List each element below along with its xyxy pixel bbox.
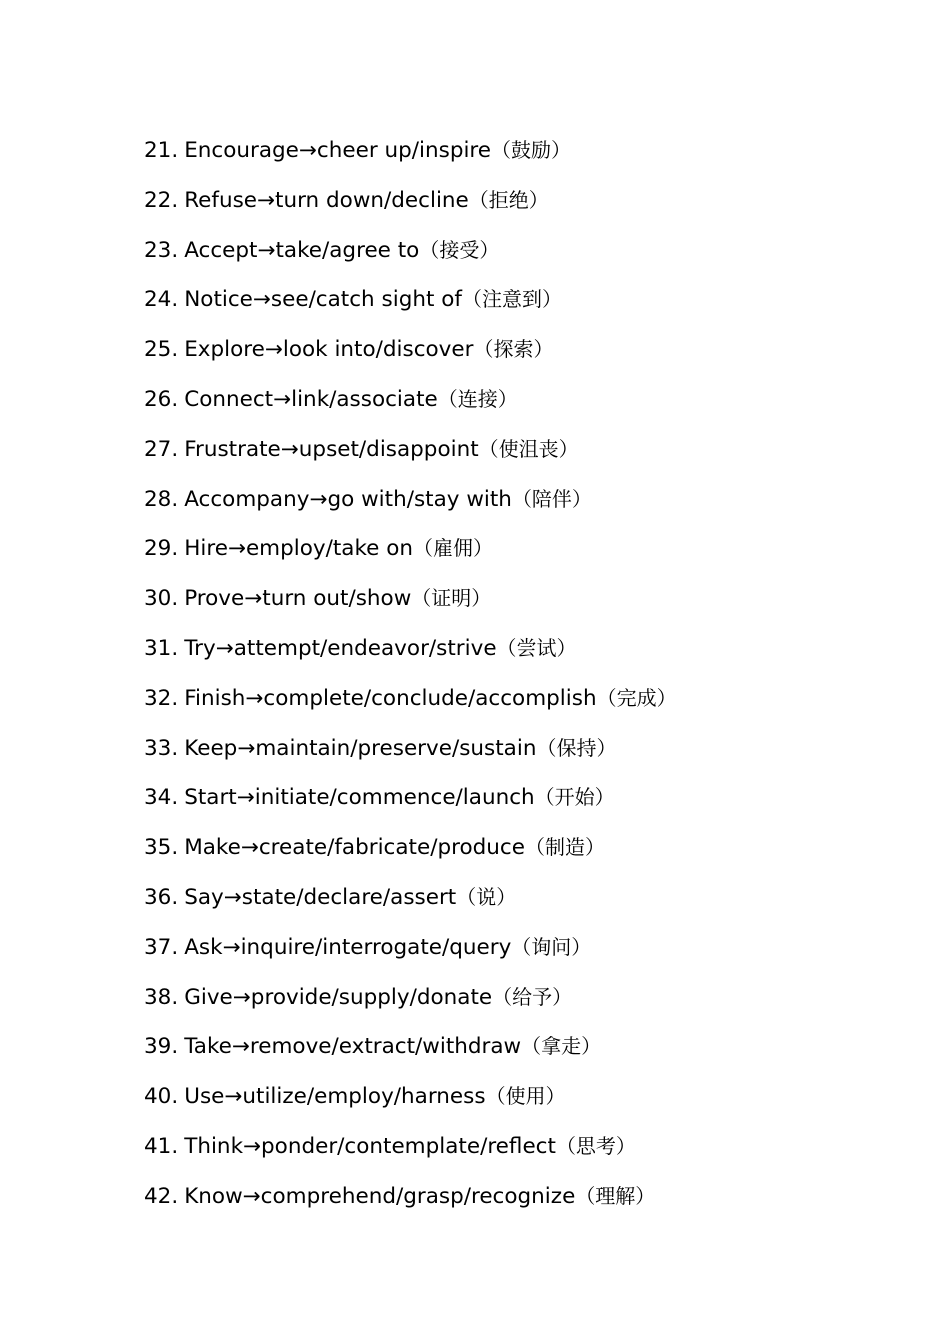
entry-translation: （接受）	[419, 237, 500, 262]
entry-text: Accept→take/agree to	[184, 237, 420, 263]
vocabulary-list	[144, 131, 677, 1227]
entry-translation: （注意到）	[461, 287, 562, 312]
entry-text: Take→remove/extract/withdraw	[184, 1034, 522, 1060]
entry-number: 32.	[144, 685, 179, 711]
list-item	[144, 430, 677, 480]
entry-text: Accompany→go with/stay with	[184, 486, 512, 512]
entry-number: 28.	[144, 486, 179, 512]
entry-number: 40.	[144, 1084, 179, 1110]
list-item	[144, 181, 677, 231]
entry-translation: （鼓励）	[491, 138, 572, 162]
entry-number: 21.	[144, 138, 179, 163]
entry-text: Refuse→turn down/decline	[184, 187, 469, 213]
entry-translation: （陪伴）	[511, 486, 592, 511]
entry-translation: （询问）	[511, 934, 592, 959]
entry-text: Try→attempt/endeavor/strive	[184, 635, 497, 661]
entry-number: 23.	[144, 237, 179, 263]
entry-number: 27.	[144, 436, 179, 462]
list-item	[144, 579, 677, 629]
entry-text: Connect→link/associate	[184, 386, 438, 412]
entry-number: 39.	[144, 1034, 179, 1060]
list-item	[144, 380, 677, 430]
list-item	[144, 231, 677, 281]
list-item	[144, 529, 677, 579]
entry-number: 34.	[144, 785, 179, 811]
entry-translation: （制造）	[524, 835, 605, 860]
entry-translation: （连接）	[437, 386, 518, 411]
list-item	[144, 629, 677, 679]
entry-translation: （说）	[456, 884, 517, 909]
entry-number: 31.	[144, 635, 179, 661]
entry-translation: （完成）	[596, 685, 677, 710]
list-item	[144, 1077, 677, 1127]
entry-number: 36.	[144, 884, 179, 910]
entry-number: 35.	[144, 835, 179, 861]
list-item	[144, 1177, 677, 1227]
entry-text: Frustrate→upset/disappoint	[184, 436, 479, 462]
entry-text: Give→provide/supply/donate	[184, 984, 493, 1010]
list-item	[144, 131, 677, 181]
entry-translation: （雇佣）	[413, 536, 493, 561]
list-item	[144, 480, 677, 530]
entry-text: Say→state/declare/assert	[184, 884, 457, 910]
list-item	[144, 828, 677, 878]
entry-text: Use→utilize/employ/harness	[184, 1084, 486, 1110]
entry-text: Think→ponder/contemplate/reflect	[184, 1133, 556, 1159]
list-item	[144, 878, 677, 928]
list-item	[144, 978, 677, 1028]
entry-text: Finish→complete/conclude/accomplish	[184, 685, 597, 711]
entry-number: 26.	[144, 386, 179, 412]
list-item	[144, 280, 677, 330]
entry-translation: （思考）	[555, 1133, 636, 1158]
list-item	[144, 679, 677, 729]
entry-number: 37.	[144, 934, 179, 960]
entry-translation: （使沮丧）	[478, 436, 579, 461]
list-item	[144, 1027, 677, 1077]
entry-number: 29.	[144, 536, 179, 562]
entry-translation: （拿走）	[521, 1034, 602, 1059]
entry-translation: （证明）	[411, 586, 492, 611]
entry-translation: （理解）	[575, 1183, 656, 1208]
entry-text: Prove→turn out/show	[184, 586, 412, 612]
entry-number: 42.	[144, 1183, 179, 1209]
entry-text: Start→initiate/commence/launch	[184, 785, 535, 811]
entry-text: Make→create/fabricate/produce	[184, 835, 525, 861]
entry-translation: （尝试）	[496, 635, 577, 660]
entry-number: 22.	[144, 187, 179, 213]
entry-number: 33.	[144, 735, 179, 761]
entry-text: Know→comprehend/grasp/recognize	[184, 1183, 576, 1209]
list-item	[144, 928, 677, 978]
entry-number: 30.	[144, 586, 179, 612]
entry-translation: （探索）	[473, 337, 554, 362]
list-item	[144, 778, 677, 828]
list-item	[144, 330, 677, 380]
entry-text: Hire→employ/take on	[184, 536, 413, 562]
entry-translation: （使用）	[485, 1084, 566, 1109]
entry-number: 24.	[144, 287, 179, 313]
entry-text: Ask→inquire/interrogate/query	[184, 934, 512, 960]
list-item	[144, 1127, 677, 1177]
entry-text: Encourage→cheer up/inspire	[184, 138, 492, 163]
entry-text: Keep→maintain/preserve/sustain	[184, 735, 537, 761]
entry-number: 38.	[144, 984, 179, 1010]
entry-translation: （给予）	[492, 984, 573, 1009]
entry-text: Notice→see/catch sight of	[184, 287, 462, 313]
list-item	[144, 729, 677, 779]
entry-number: 41.	[144, 1133, 179, 1159]
entry-translation: （开始）	[534, 785, 615, 810]
entry-number: 25.	[144, 337, 179, 363]
entry-text: Explore→look into/discover	[184, 337, 474, 363]
entry-translation: （拒绝）	[468, 187, 549, 212]
entry-translation: （保持）	[536, 735, 617, 760]
